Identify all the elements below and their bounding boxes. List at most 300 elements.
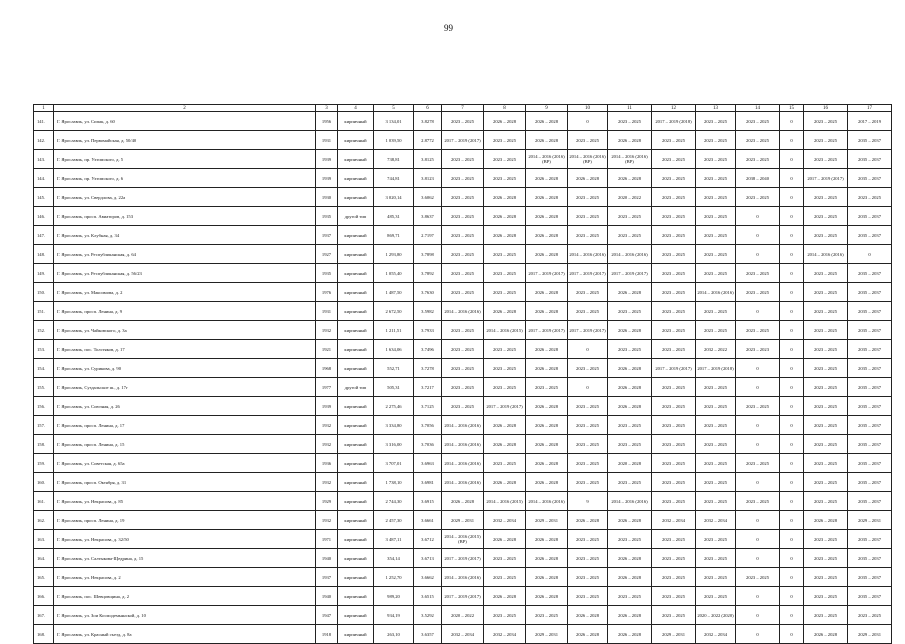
period-cell-9: 2017 – 2019 (2017) (526, 321, 568, 340)
period-cell-9: 2026 – 2028 (526, 340, 568, 359)
period-cell-13: 2032 – 2022 (696, 340, 736, 359)
period-cell-16: 2026 – 2028 (804, 511, 848, 530)
row-number: 149. (34, 264, 54, 283)
table-row (34, 606, 892, 625)
period-cell-10: 2023 – 2025 (568, 207, 608, 226)
row-number: 147. (34, 226, 54, 245)
period-cell-12: 2023 – 2025 (652, 321, 696, 340)
header-col-number: 14 (736, 105, 780, 112)
period-cell-9: 2023 – 2025 (526, 378, 568, 397)
period-cell-8: 2026 – 2028 (484, 530, 526, 549)
year-cell: 1968 (316, 359, 338, 378)
period-cell-14: 2023 – 2025 (736, 454, 780, 473)
period-cell-10: 2023 – 2025 (568, 416, 608, 435)
period-cell-8: 2014 – 2016 (2015) (484, 321, 526, 340)
period-cell-8: 2026 – 2028 (484, 473, 526, 492)
period-cell-12: 2023 – 2025 (652, 492, 696, 511)
address-cell: Г. Ярославль, просп. Авиаторов, д. 153 (54, 207, 316, 226)
year-cell: 1977 (316, 378, 338, 397)
period-cell-12: 2023 – 2025 (652, 264, 696, 283)
period-cell-10: 2026 – 2028 (568, 625, 608, 644)
period-cell-16: 2023 – 2025 (804, 321, 848, 340)
period-cell-17: 2035 – 2037 (848, 416, 892, 435)
area-cell: 263,10 (374, 625, 414, 644)
wall-type-cell: кирпичный (338, 625, 374, 644)
year-cell: 1931 (316, 131, 338, 150)
wall-type-cell: кирпичный (338, 416, 374, 435)
row-number: 148. (34, 245, 54, 264)
period-cell-9: 2026 – 2028 (526, 226, 568, 245)
period-cell-14: 0 (736, 587, 780, 606)
period-cell-17: 2035 – 2037 (848, 321, 892, 340)
period-cell-9: 2026 – 2028 (526, 207, 568, 226)
period-cell-14: 0 (736, 207, 780, 226)
period-cell-11: 2023 – 2025 (608, 207, 652, 226)
wall-type-cell: кирпичный (338, 549, 374, 568)
wall-type-cell: кирпичный (338, 359, 374, 378)
period-cell-15: 0 (780, 492, 804, 511)
table-row (34, 473, 892, 492)
period-cell-7: 2029 – 2031 (442, 511, 484, 530)
row-number: 152. (34, 321, 54, 340)
period-cell-16: 2023 – 2025 (804, 606, 848, 625)
year-cell: 1932 (316, 321, 338, 340)
page-number: 99 (444, 23, 453, 33)
address-cell: Г. Ярославль, пр. Ухтомского, д. 6 (54, 169, 316, 188)
year-cell: 1936 (316, 454, 338, 473)
period-cell-15: 0 (780, 207, 804, 226)
period-cell-17: 2035 – 2037 (848, 549, 892, 568)
header-col-number: 3 (316, 105, 338, 112)
period-cell-11: 2020 – 2022 (608, 188, 652, 207)
period-cell-17: 2035 – 2037 (848, 207, 892, 226)
row-number: 167. (34, 606, 54, 625)
period-cell-16: 2023 – 2025 (804, 359, 848, 378)
period-cell-15: 0 (780, 378, 804, 397)
period-cell-8: 2023 – 2025 (484, 245, 526, 264)
period-cell-8: 2014 – 2016 (2015) (484, 492, 526, 511)
period-cell-14: 2023 – 2025 (736, 397, 780, 416)
period-cell-13: 2023 – 2025 (696, 188, 736, 207)
period-cell-8: 2032 – 2034 (484, 625, 526, 644)
header-col-number: 17 (848, 105, 892, 112)
period-cell-13: 2023 – 2025 (696, 264, 736, 283)
period-cell-11: 2026 – 2028 (608, 549, 652, 568)
wall-type-cell: кирпичный (338, 245, 374, 264)
period-cell-11: 2023 – 2025 (608, 340, 652, 359)
period-cell-7: 2023 – 2025 (442, 169, 484, 188)
row-number: 165. (34, 568, 54, 587)
table-row (34, 169, 892, 188)
period-cell-13: 2023 – 2025 (696, 321, 736, 340)
wall-type-cell: кирпичный (338, 435, 374, 454)
wall-type-cell: кирпичный (338, 169, 374, 188)
address-cell: Г. Ярославль, ул. Салтыкова-Щедрина, д. 15 (54, 549, 316, 568)
table-row (34, 207, 892, 226)
period-cell-7: 2017 – 2019 (2017) (442, 549, 484, 568)
year-cell: 1947 (316, 606, 338, 625)
period-cell-12: 2023 – 2025 (652, 188, 696, 207)
period-cell-9: 2026 – 2028 (526, 473, 568, 492)
table-row (34, 321, 892, 340)
header-col-number: 12 (652, 105, 696, 112)
period-cell-15: 0 (780, 606, 804, 625)
period-cell-17: 2035 – 2037 (848, 169, 892, 188)
period-cell-7: 2023 – 2025 (442, 359, 484, 378)
area-cell: 3 316,00 (374, 435, 414, 454)
table-row (34, 131, 892, 150)
row-number: 151. (34, 302, 54, 321)
period-cell-7: 2014 – 2016 (2016) (442, 454, 484, 473)
period-cell-16: 2023 – 2025 (804, 435, 848, 454)
period-cell-7: 2023 – 2025 (442, 397, 484, 416)
period-cell-12: 2029 – 2031 (652, 625, 696, 644)
header-col-number: 16 (804, 105, 848, 112)
period-cell-10: 2023 – 2025 (568, 188, 608, 207)
table-row (34, 226, 892, 245)
period-cell-7: 2020 – 2022 (442, 606, 484, 625)
address-cell: Г. Ярославль, ул. Некрасова, д. 85 (54, 492, 316, 511)
period-cell-12: 2023 – 2025 (652, 283, 696, 302)
rate-cell: 2.8772 (414, 131, 442, 150)
area-cell: 505,31 (374, 378, 414, 397)
period-cell-16: 2023 – 2025 (804, 150, 848, 169)
header-col-number: 7 (442, 105, 484, 112)
year-cell: 1935 (316, 264, 338, 283)
wall-type-cell: кирпичный (338, 492, 374, 511)
address-cell: Г. Ярославль, ул. Республиканская, д. 64 (54, 245, 316, 264)
year-cell: 1932 (316, 511, 338, 530)
period-cell-11: 2026 – 2028 (608, 321, 652, 340)
period-cell-11: 2026 – 2028 (608, 378, 652, 397)
year-cell: 1932 (316, 416, 338, 435)
period-cell-12: 2023 – 2025 (652, 340, 696, 359)
address-cell: Г. Ярославль, ул. Красный съезд, д. 8а (54, 625, 316, 644)
address-cell: Г. Ярославль, ул. Некрасова, д. 2 (54, 568, 316, 587)
area-cell: 989,20 (374, 587, 414, 606)
address-cell: Г. Ярославль, просп. Октября, д. 31 (54, 473, 316, 492)
period-cell-13: 2020 – 2022 (2020) (696, 606, 736, 625)
area-cell: 3 134,01 (374, 112, 414, 131)
period-cell-12: 2023 – 2025 (652, 169, 696, 188)
period-cell-14: 2023 – 2023 (736, 340, 780, 359)
area-cell: 3 487,11 (374, 530, 414, 549)
period-cell-13: 2023 – 2025 (696, 226, 736, 245)
period-cell-14: 0 (736, 511, 780, 530)
address-cell: Г. Ярославль, ул. Некрасова, д. 32/50 (54, 530, 316, 549)
period-cell-9: 2014 – 2016 (2016) (526, 492, 568, 511)
period-cell-17: 2035 – 2037 (848, 454, 892, 473)
period-cell-13: 2023 – 2025 (696, 454, 736, 473)
period-cell-7: 2017 – 2019 (2017) (442, 131, 484, 150)
area-cell: 3 334,80 (374, 416, 414, 435)
period-cell-7: 2014 – 2016 (2016) (442, 435, 484, 454)
period-cell-15: 0 (780, 549, 804, 568)
period-cell-8: 2026 – 2028 (484, 435, 526, 454)
period-cell-16: 2023 – 2025 (804, 416, 848, 435)
period-cell-10: 2023 – 2025 (568, 473, 608, 492)
period-cell-11: 2023 – 2025 (608, 226, 652, 245)
period-cell-8: 2023 – 2025 (484, 169, 526, 188)
table-row (34, 511, 892, 530)
rate-cell: 3.7036 (414, 435, 442, 454)
period-cell-7: 2026 – 2028 (442, 492, 484, 511)
period-cell-12: 2023 – 2025 (652, 378, 696, 397)
wall-type-cell: кирпичный (338, 112, 374, 131)
period-cell-9: 2023 – 2025 (526, 606, 568, 625)
period-cell-17: 2035 – 2037 (848, 283, 892, 302)
wall-type-cell: кирпичный (338, 226, 374, 245)
area-cell: 1 293,80 (374, 245, 414, 264)
period-cell-11: 2023 – 2025 (608, 302, 652, 321)
period-cell-8: 2023 – 2025 (484, 131, 526, 150)
address-cell: Г. Ярославль, ул. Сурикова, д. 90 (54, 359, 316, 378)
address-cell: Г. Ярославль, ул. Максимова, д. 2 (54, 283, 316, 302)
row-number: 156. (34, 397, 54, 416)
period-cell-15: 0 (780, 473, 804, 492)
period-cell-7: 2014 – 2016 (2015) (ВР) (442, 530, 484, 549)
rate-cell: 3.7933 (414, 321, 442, 340)
period-cell-16: 2023 – 2025 (804, 568, 848, 587)
period-cell-17: 2035 – 2037 (848, 530, 892, 549)
period-cell-10: 2026 – 2028 (568, 606, 608, 625)
period-cell-13: 2023 – 2025 (696, 302, 736, 321)
address-cell: Г. Ярославль, просп. Ленина, д. 17 (54, 416, 316, 435)
year-cell: 1940 (316, 549, 338, 568)
wall-type-cell: кирпичный (338, 587, 374, 606)
area-cell: 744,81 (374, 169, 414, 188)
period-cell-10: 2026 – 2028 (568, 511, 608, 530)
area-cell: 1 487,50 (374, 283, 414, 302)
period-cell-10: 9 (568, 492, 608, 511)
period-cell-15: 0 (780, 568, 804, 587)
rate-cell: 3.6515 (414, 587, 442, 606)
period-cell-16: 2023 – 2025 (804, 264, 848, 283)
period-cell-13: 2023 – 2025 (696, 435, 736, 454)
rate-cell: 3.7125 (414, 397, 442, 416)
period-cell-14: 2023 – 2025 (736, 131, 780, 150)
area-cell: 552,71 (374, 359, 414, 378)
period-cell-12: 2023 – 2025 (652, 302, 696, 321)
area-cell: 1 039,50 (374, 131, 414, 150)
row-number: 162. (34, 511, 54, 530)
wall-type-cell: кирпичный (338, 131, 374, 150)
area-cell: 1 738,10 (374, 473, 414, 492)
period-cell-8: 2026 – 2028 (484, 207, 526, 226)
period-cell-9: 2026 – 2028 (526, 549, 568, 568)
year-cell: 1937 (316, 568, 338, 587)
address-cell: Г. Ярославль, просп. Ленина, д. 15 (54, 435, 316, 454)
period-cell-8: 2023 – 2025 (484, 606, 526, 625)
period-cell-11: 2014 – 2016 (2016) (608, 245, 652, 264)
row-number: 145. (34, 188, 54, 207)
table-row (34, 245, 892, 264)
period-cell-13: 2014 – 2016 (2016) (696, 283, 736, 302)
period-cell-13: 2023 – 2025 (696, 150, 736, 169)
period-cell-10: 2023 – 2025 (568, 359, 608, 378)
period-cell-16: 2014 – 2016 (2016) (804, 245, 848, 264)
year-cell: 1932 (316, 435, 338, 454)
table-row (34, 302, 892, 321)
period-cell-12: 2023 – 2025 (652, 245, 696, 264)
wall-type-cell: кирпичный (338, 454, 374, 473)
period-cell-10: 2017 – 2019 (2017) (568, 264, 608, 283)
period-cell-15: 0 (780, 511, 804, 530)
period-cell-10: 2017 – 2019 (2017) (568, 321, 608, 340)
table-row (34, 378, 892, 397)
period-cell-8: 2026 – 2028 (484, 302, 526, 321)
period-cell-14: 0 (736, 245, 780, 264)
row-number: 160. (34, 473, 54, 492)
year-cell: 1939 (316, 169, 338, 188)
period-cell-9: 2026 – 2028 (526, 112, 568, 131)
rate-cell: 3.6661 (414, 511, 442, 530)
row-number: 142. (34, 131, 54, 150)
period-cell-12: 2023 – 2025 (652, 606, 696, 625)
period-cell-10: 0 (568, 378, 608, 397)
address-cell: Г. Ярославль, ул. Республиканская, д. 56/23 (54, 264, 316, 283)
period-cell-15: 0 (780, 397, 804, 416)
rate-cell: 3.6713 (414, 549, 442, 568)
address-cell: Г. Ярославль, ул. Сипак, д. 60 (54, 112, 316, 131)
period-cell-17: 2029 – 2031 (848, 625, 892, 644)
period-cell-11: 2020 – 2028 (608, 454, 652, 473)
year-cell: 1927 (316, 245, 338, 264)
period-cell-15: 0 (780, 302, 804, 321)
period-cell-10: 2023 – 2025 (568, 302, 608, 321)
period-cell-14: 2023 – 2025 (736, 283, 780, 302)
address-cell: Г. Ярославль, просп. Ленина, д. 9 (54, 302, 316, 321)
period-cell-15: 0 (780, 416, 804, 435)
period-cell-11: 2026 – 2028 (608, 283, 652, 302)
period-cell-7: 2023 – 2025 (442, 112, 484, 131)
period-cell-13: 2023 – 2025 (696, 492, 736, 511)
period-cell-17: 2035 – 2037 (848, 264, 892, 283)
rate-cell: 3.6062 (414, 188, 442, 207)
period-cell-13: 2023 – 2025 (696, 530, 736, 549)
period-cell-16: 2023 – 2025 (804, 131, 848, 150)
period-cell-9: 2017 – 2019 (2017) (526, 264, 568, 283)
period-cell-14: 0 (736, 606, 780, 625)
header-col-number: 11 (608, 105, 652, 112)
row-number: 161. (34, 492, 54, 511)
period-cell-7: 2014 – 2016 (2016) (442, 568, 484, 587)
period-cell-15: 0 (780, 587, 804, 606)
period-cell-13: 2023 – 2025 (696, 549, 736, 568)
table-row (34, 587, 892, 606)
period-cell-15: 0 (780, 245, 804, 264)
period-cell-8: 2023 – 2025 (484, 283, 526, 302)
table-row (34, 454, 892, 473)
period-cell-16: 2023 – 2025 (804, 188, 848, 207)
area-cell: 2 275,46 (374, 397, 414, 416)
period-cell-11: 2026 – 2028 (608, 625, 652, 644)
row-number: 168. (34, 625, 54, 644)
period-cell-13: 2023 – 2025 (696, 416, 736, 435)
period-cell-7: 2032 – 2034 (442, 625, 484, 644)
area-cell: 354,14 (374, 549, 414, 568)
year-cell: 1930 (316, 188, 338, 207)
rate-cell: 3.6357 (414, 625, 442, 644)
row-number: 153. (34, 340, 54, 359)
period-cell-17: 2035 – 2037 (848, 435, 892, 454)
year-cell: 1918 (316, 625, 338, 644)
period-cell-11: 2014 – 2016 (2016) (608, 492, 652, 511)
area-cell: 3 707,01 (374, 454, 414, 473)
table-row (34, 416, 892, 435)
wall-type-cell: кирпичный (338, 340, 374, 359)
period-cell-11: 2026 – 2028 (608, 169, 652, 188)
period-cell-14: 0 (736, 359, 780, 378)
period-cell-14: 2023 – 2025 (736, 188, 780, 207)
period-cell-14: 0 (736, 549, 780, 568)
table-row (34, 150, 892, 169)
rate-cell: 3.7496 (414, 340, 442, 359)
period-cell-15: 0 (780, 625, 804, 644)
wall-type-cell: кирпичный (338, 568, 374, 587)
row-number: 158. (34, 435, 54, 454)
period-cell-10: 2023 – 2025 (568, 568, 608, 587)
table-row (34, 530, 892, 549)
period-cell-7: 2014 – 2016 (2016) (442, 302, 484, 321)
period-cell-11: 2026 – 2028 (608, 131, 652, 150)
wall-type-cell: кирпичный (338, 321, 374, 340)
period-cell-17: 2035 – 2037 (848, 492, 892, 511)
address-cell: Г. Ярославль, ул. Первомайская, д. 50/40 (54, 131, 316, 150)
period-cell-13: 2023 – 2025 (696, 207, 736, 226)
period-cell-12: 2023 – 2025 (652, 207, 696, 226)
period-cell-14: 2038 – 2040 (736, 169, 780, 188)
rate-cell: 3.7630 (414, 283, 442, 302)
period-cell-10: 2023 – 2025 (568, 131, 608, 150)
period-cell-9: 2026 – 2028 (526, 454, 568, 473)
period-cell-17: 2035 – 2037 (848, 587, 892, 606)
period-cell-8: 2026 – 2028 (484, 112, 526, 131)
header-col-number: 2 (54, 105, 316, 112)
period-cell-16: 2023 – 2025 (804, 549, 848, 568)
wall-type-cell: другой тип (338, 378, 374, 397)
header-col-number: 6 (414, 105, 442, 112)
period-cell-11: 2026 – 2028 (608, 397, 652, 416)
header-col-number: 13 (696, 105, 736, 112)
rate-cell: 3.6963 (414, 454, 442, 473)
year-cell: 1939 (316, 397, 338, 416)
period-cell-14: 0 (736, 378, 780, 397)
rate-cell: 3.8278 (414, 112, 442, 131)
period-cell-9: 2026 – 2028 (526, 530, 568, 549)
row-number: 146. (34, 207, 54, 226)
period-cell-12: 2023 – 2025 (652, 473, 696, 492)
rate-cell: 3.7892 (414, 264, 442, 283)
period-cell-11: 2023 – 2025 (608, 530, 652, 549)
period-cell-14: 2023 – 2025 (736, 321, 780, 340)
period-cell-12: 2023 – 2025 (652, 416, 696, 435)
period-cell-8: 2026 – 2028 (484, 226, 526, 245)
period-cell-12: 2023 – 2025 (652, 435, 696, 454)
area-cell: 934,19 (374, 606, 414, 625)
period-cell-13: 2023 – 2025 (696, 473, 736, 492)
period-cell-16: 2017 – 2019 (2017) (804, 169, 848, 188)
address-cell: Г. Ярославль, ул. Союзная, д. 26 (54, 397, 316, 416)
period-cell-17: 2035 – 2037 (848, 302, 892, 321)
housing-table-container (33, 104, 881, 644)
rate-cell: 3.8123 (414, 169, 442, 188)
rate-cell: 2.7197 (414, 226, 442, 245)
rate-cell: 3.6662 (414, 568, 442, 587)
row-number: 154. (34, 359, 54, 378)
area-cell: 1 211,51 (374, 321, 414, 340)
period-cell-17: 0 (848, 245, 892, 264)
